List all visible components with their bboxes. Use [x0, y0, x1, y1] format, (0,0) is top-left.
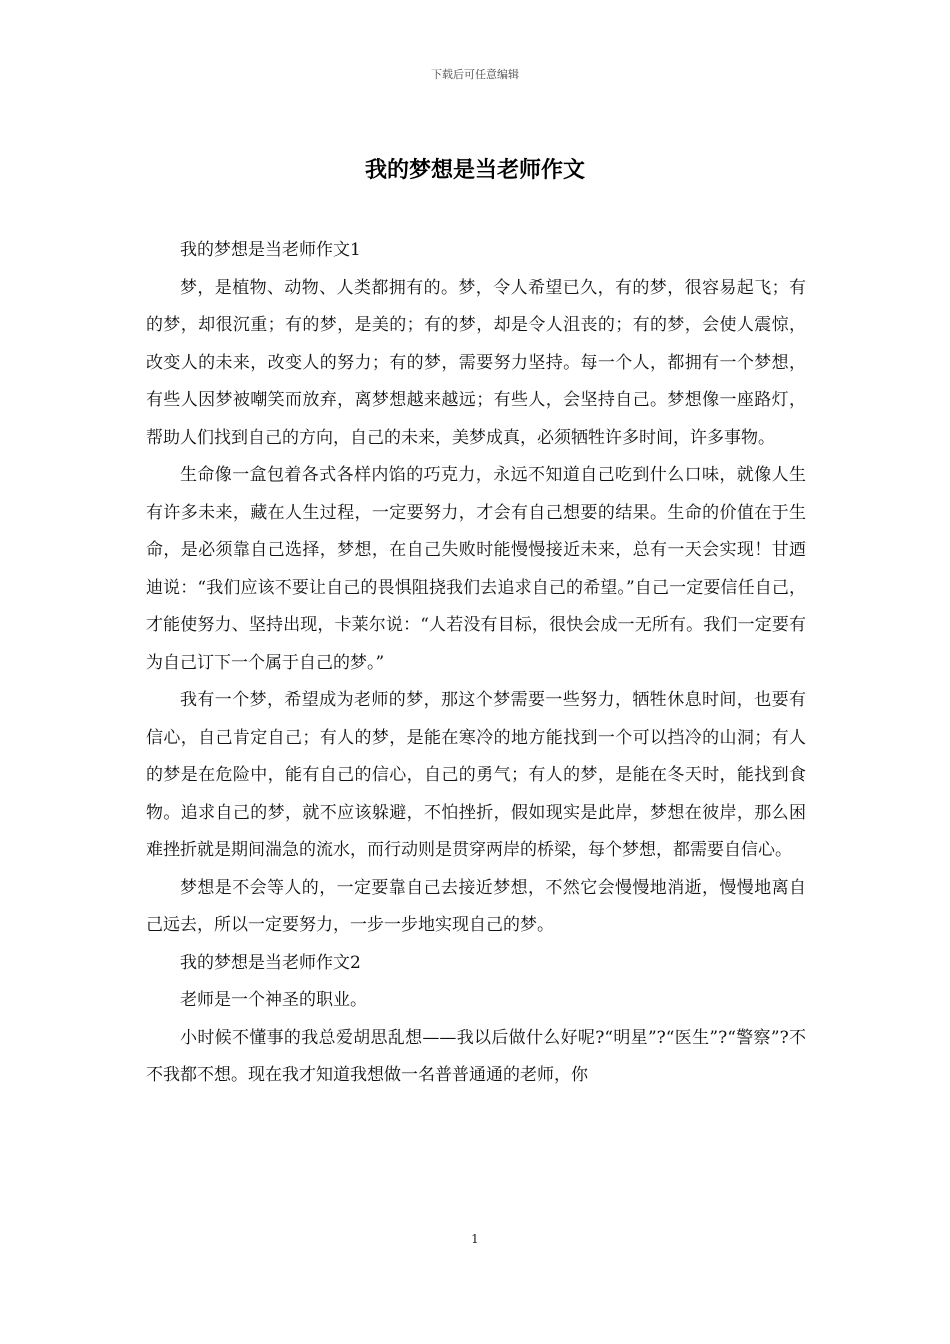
document-body [146, 232, 806, 1095]
paragraph: 生命像一盒包着各式各样内馅的巧克力，永远不知道自己吃到什么口味，就像人生有许多未来，藏在人生过程，一定要努力，才会有自己想要的结果。生命的价值在于生命，是必须靠自己选择，梦想，在自己失败时能慢慢接近未来，总有一天会实现！甘迺迪说：“我们应该不要让自己的畏惧阻挠我们去追求自己的希望。”自己一定要信任自己，才能使努力、坚持出现，卡莱尔说：“人若没有目标，很快会成一无所有。我们一定要有为自己订下一个属于自己的梦。” [146, 465, 806, 673]
document-title: 我的梦想是当老师作文 [364, 157, 585, 183]
page-number: 1 [471, 1232, 479, 1246]
page-header: 下载后可任意编辑 [431, 68, 519, 81]
paragraph: 小时候不懂事的我总爱胡思乱想——我以后做什么好呢?“明星”?“医生”?“警察”?不不我都不想。现在我才知道我想做一名普普通通的老师，你 [146, 1027, 806, 1085]
paragraph: 我有一个梦，希望成为老师的梦，那这个梦需要一些努力，牺牲休息时间，也要有信心，自己肯定自己；有人的梦，是能在寒冷的地方能找到一个可以挡冷的山洞；有人的梦是在危险中，能有自己的信心，自己的勇气；有人的梦，是能在冬天时，能找到食物。追求自己的梦，就不应该躲避，不怕挫折，假如现实是此岸，梦想在彼岸，那么困难挫折就是期间湍急的流水，而行动则是贯穿两岸的桥梁，每个梦想，都需要自信心。 [146, 690, 806, 860]
paragraph: 梦，是植物、动物、人类都拥有的。梦，令人希望已久，有的梦，很容易起飞；有的梦，却很沉重；有的梦，是美的；有的梦，却是令人沮丧的；有的梦，会使人震惊，改变人的未来，改变人的努力；有的梦，需要努力坚持。每一个人，都拥有一个梦想，有些人因梦被嘲笑而放弃，离梦想越来越远；有些人，会坚持自己。梦想像一座路灯，帮助人们找到自己的方向，自己的未来，美梦成真，必须牺牲许多时间，许多事物。 [146, 277, 806, 448]
paragraph: 梦想是不会等人的，一定要靠自己去接近梦想，不然它会慢慢地消逝，慢慢地离自己远去，所以一定要努力，一步一步地实现自己的梦。 [146, 877, 806, 935]
paragraph: 老师是一个神圣的职业。 [180, 990, 367, 1010]
paragraph-subheading-1: 我的梦想是当老师作文1 [180, 240, 361, 260]
paragraph-subheading-2: 我的梦想是当老师作文2 [180, 952, 361, 973]
